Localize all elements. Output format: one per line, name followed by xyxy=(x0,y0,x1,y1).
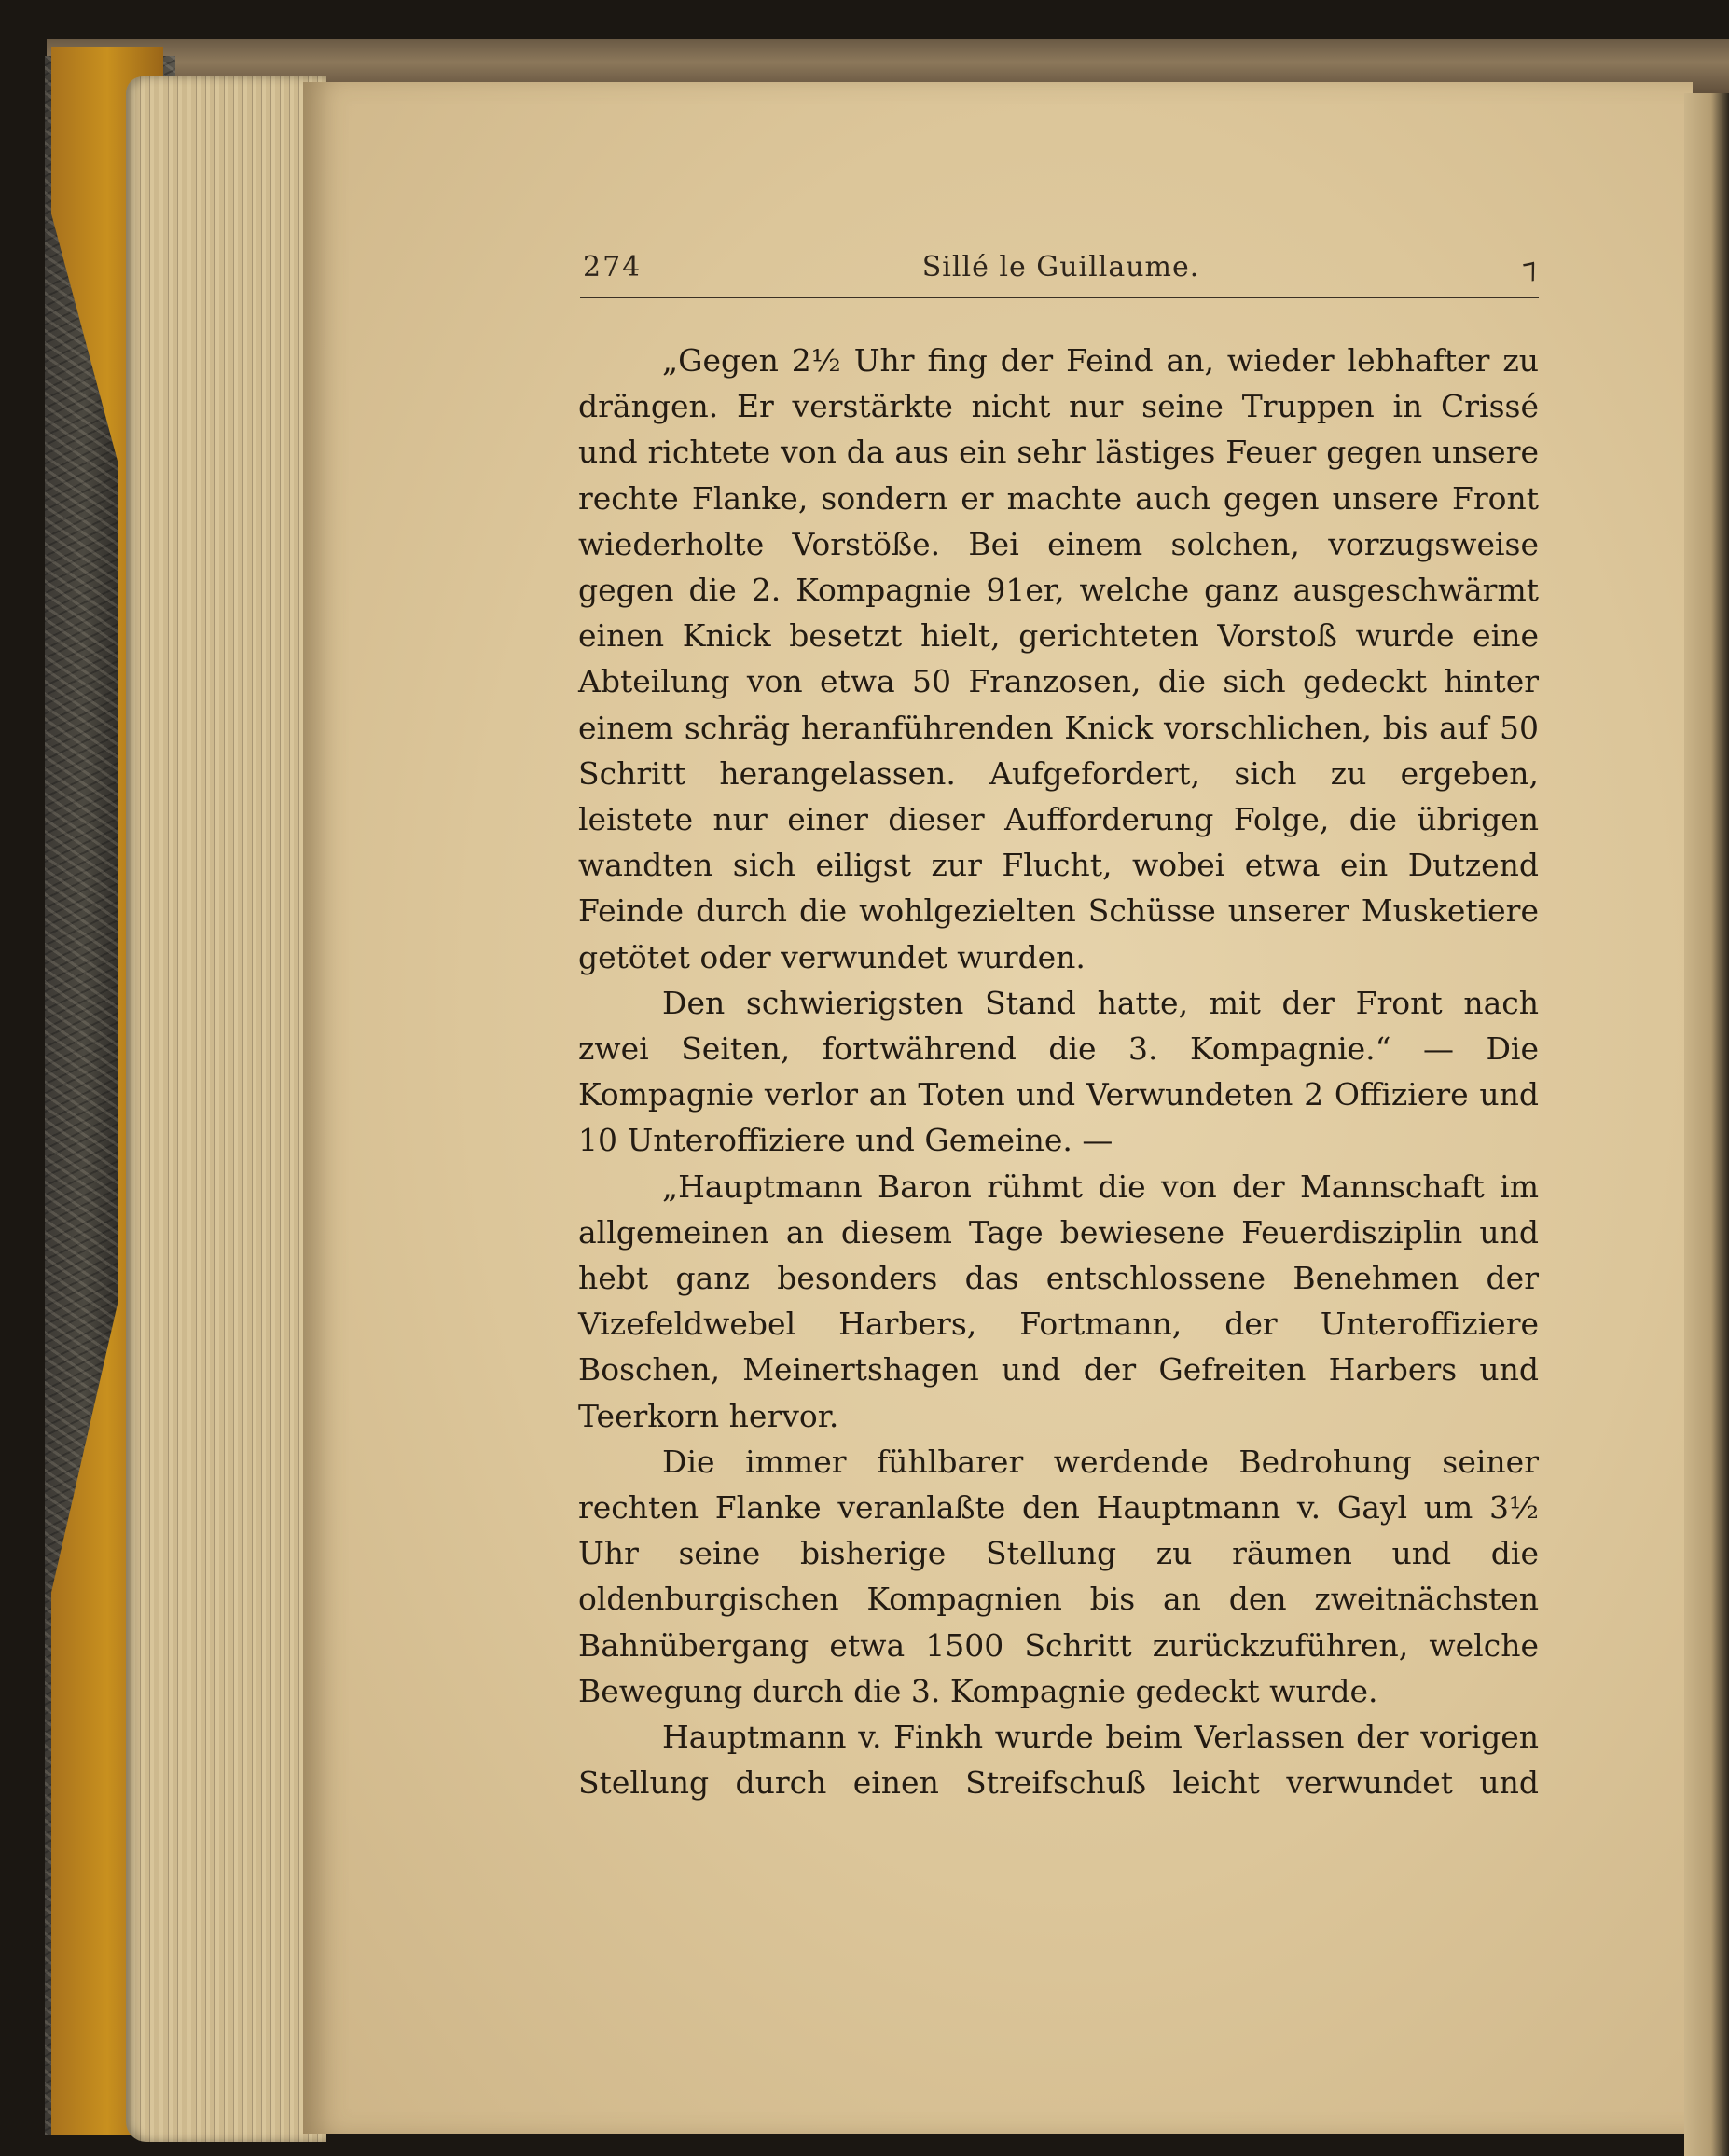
paragraph-2: Den schwierigsten Stand hatte, mit der Front nach zwei Seiten, fortwährend die 3. Kompagnie.“ — Die Kompagnie verlor an Toten und Verwundeten 2 Offiziere und 10 Unteroffiziere und Gemeine. — xyxy=(578,984,1539,1159)
page-number: 274 xyxy=(583,251,643,283)
body-text xyxy=(578,338,1539,1806)
page-stack-edge xyxy=(126,76,326,2142)
paragraph-1: „Gegen 2½ Uhr fing der Feind an, wieder lebhafter zu drängen. Er verstärkte nicht nur seine Truppen in Crissé und richtete von da aus ein sehr lästiges Feuer gegen unsere rechte Flanke, sondern er machte auch gegen unsere Front wiederholte Vorstöße. Bei einem solchen, vorzugsweise gegen die 2. Kompagnie 91er, welche ganz ausgeschwärmt einen Knick besetzt hielt, gerichteten Vorstoß wurde eine Abteilung von etwa 50 Franzosen, die sich gedeckt hinter einem schräg heranführenden Knick vorschlichen, bis auf 50 Schritt herangelassen. Aufgefordert, sich zu ergeben, leistete nur einer dieser Aufforderung Folge, die übrigen wandten sich eiligst zur Flucht, wobei etwa ein Dutzend Feinde durch die wohlgezielten Schüsse unserer Musketiere getötet oder verwundet wurden. xyxy=(578,342,1539,975)
paragraph-5: Hauptmann v. Finkh wurde beim Verlassen der vorigen Stellung durch einen Streifschuß leicht verwundet und xyxy=(578,1719,1539,1802)
header-rule xyxy=(580,297,1539,298)
page-header xyxy=(583,247,1539,292)
paragraph-3: „Hauptmann Baron rühmt die von der Mannschaft im allgemeinen an diesem Tage bewiesene Feuerdisziplin und hebt ganz besonders das entschlossene Benehmen der Vizefeldwebel Harbers, Fortmann, der Unteroffiziere Boschen, Meinertshagen und der Gefreiten Harbers und Teerkorn hervor. xyxy=(578,1168,1539,1434)
paragraph-4: Die immer fühlbarer werdende Bedrohung seiner rechten Flanke veranlaßte den Hauptmann v. Gayl um 3½ Uhr seine bisherige Stellung zu räumen und die oldenburgischen Kompagnien bis an den zweitnächsten Bahnübergang etwa 1500 Schritt zurückzuführen, welche Bewegung durch die 3. Kompagnie gedeckt wurde. xyxy=(578,1443,1539,1709)
facing-page-edge xyxy=(1684,93,1729,2156)
running-title: Sillé le Guillaume. xyxy=(921,251,1200,283)
header-mark: ⁊ xyxy=(1519,251,1541,287)
